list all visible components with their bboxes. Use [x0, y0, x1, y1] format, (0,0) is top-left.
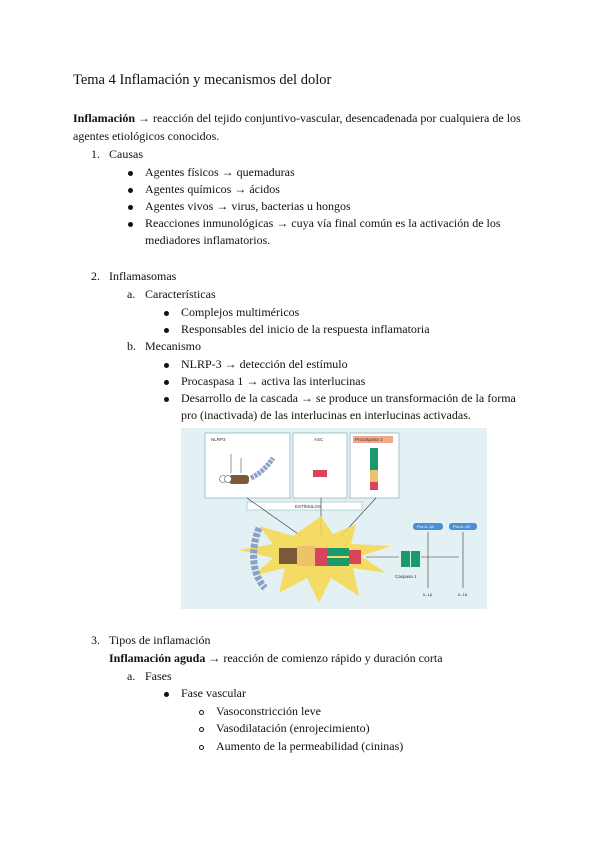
bullet-icon [164, 380, 169, 385]
section1-item-4: Reacciones inmunológicas → cuya vía final común es la activación de los [145, 216, 501, 230]
inflammasome-figure [181, 428, 487, 609]
phase-label: Fase vascular [181, 686, 246, 700]
pro-il18-label: Pro-IL-18 [453, 524, 470, 529]
panel1-label: NLRP3 [211, 437, 226, 442]
phase-item-2: Vasodilatación (enrojecimiento) [216, 721, 370, 735]
bullet-icon [164, 692, 169, 697]
section1-item-1: Agentes físicos → quemaduras [145, 165, 295, 179]
product2-label: IL-18 [458, 592, 468, 597]
panel3-label: Procaspasa 1 [355, 437, 383, 442]
phase-item-3: Aumento de la permeabilidad (cininas) [216, 739, 404, 753]
intro-arrow: → [135, 111, 154, 125]
section2-number: 2. [91, 269, 100, 283]
bullet-icon [164, 397, 169, 402]
intro-paragraph [73, 110, 533, 145]
bullet-icon [128, 205, 133, 210]
hollow-bullet-icon [199, 710, 204, 715]
section2-sub-a-heading: Características [145, 287, 216, 301]
acute-term: Inflamación aguda [109, 651, 206, 665]
phase-item-1: Vasoconstricción leve [216, 704, 321, 718]
asc-block [313, 470, 327, 477]
panel-asc [293, 433, 347, 498]
hollow-bullet-icon [199, 745, 204, 750]
section3-sub-a-heading: Fases [145, 669, 172, 683]
section2-a-item-2: Responsables del inicio de la respuesta inflamatoria [181, 322, 430, 336]
section1-heading: Causas [109, 147, 143, 161]
intro-definition-line2: agentes etiológicos conocidos. [73, 128, 220, 143]
section2-b-item-1: NLRP-3 → detección del estímulo [181, 357, 348, 371]
section2-sub-a-letter: a. [127, 287, 136, 301]
section2-b-item-3: Desarrollo de la cascada → se produce un transformación de la forma [181, 391, 516, 405]
bullet-icon [164, 328, 169, 333]
hollow-bullet-icon [199, 727, 204, 732]
section3-heading: Tipos de inflamación [109, 633, 211, 647]
section3-sub-a-letter: a. [127, 669, 136, 683]
section2-b-item-2: Procaspasa 1 → activa las interlucinas [181, 374, 366, 388]
section1-item-2: Agentes químicos → ácidos [145, 182, 280, 196]
bullet-icon [128, 222, 133, 227]
caspase-block [411, 551, 420, 567]
section1-item-3: Agentes vivos → virus, bacterias u hongos [145, 199, 351, 213]
bullet-icon [164, 311, 169, 316]
caspase-label: Caspasa 1 [395, 574, 417, 579]
section2-a-item-1: Complejos multiméricos [181, 305, 300, 319]
bullet-icon [128, 171, 133, 176]
bullet-icon [128, 188, 133, 193]
page-title: Tema 4 Inflamación y mecanismos del dolor [73, 72, 332, 88]
section1-number: 1. [91, 147, 100, 161]
acute-inflammation-line [109, 650, 443, 667]
procaspase-drawing [370, 448, 378, 490]
panel2-label: ASC [314, 437, 324, 442]
section2-sub-b-heading: Mecanismo [145, 339, 201, 353]
section3-number: 3. [91, 633, 100, 647]
acute-def: → reacción de comienzo rápido y duración corta [205, 651, 443, 665]
pro-il1-label: Pro-IL-1β [417, 524, 434, 529]
section1-item-4-cont: mediadores inflamatorios. [145, 233, 271, 247]
section2-heading: Inflamasomas [109, 269, 177, 283]
bullet-icon [164, 363, 169, 368]
panel-nlrp3 [205, 433, 290, 498]
product1-label: IL-1β [423, 592, 433, 597]
intro-definition-line1: reacción del tejido conjuntivo-vascular, desencadenada por cualquiera de los [153, 111, 521, 125]
intro-term: Inflamación [73, 111, 136, 125]
section2-b-item-3-cont: pro (inactivada) de las interlucinas en interlucinas activadas. [181, 408, 471, 422]
stimulus-label: ESTÍMULOS [295, 504, 322, 509]
section2-sub-b-letter: b. [127, 339, 136, 353]
caspase-block [401, 551, 410, 567]
